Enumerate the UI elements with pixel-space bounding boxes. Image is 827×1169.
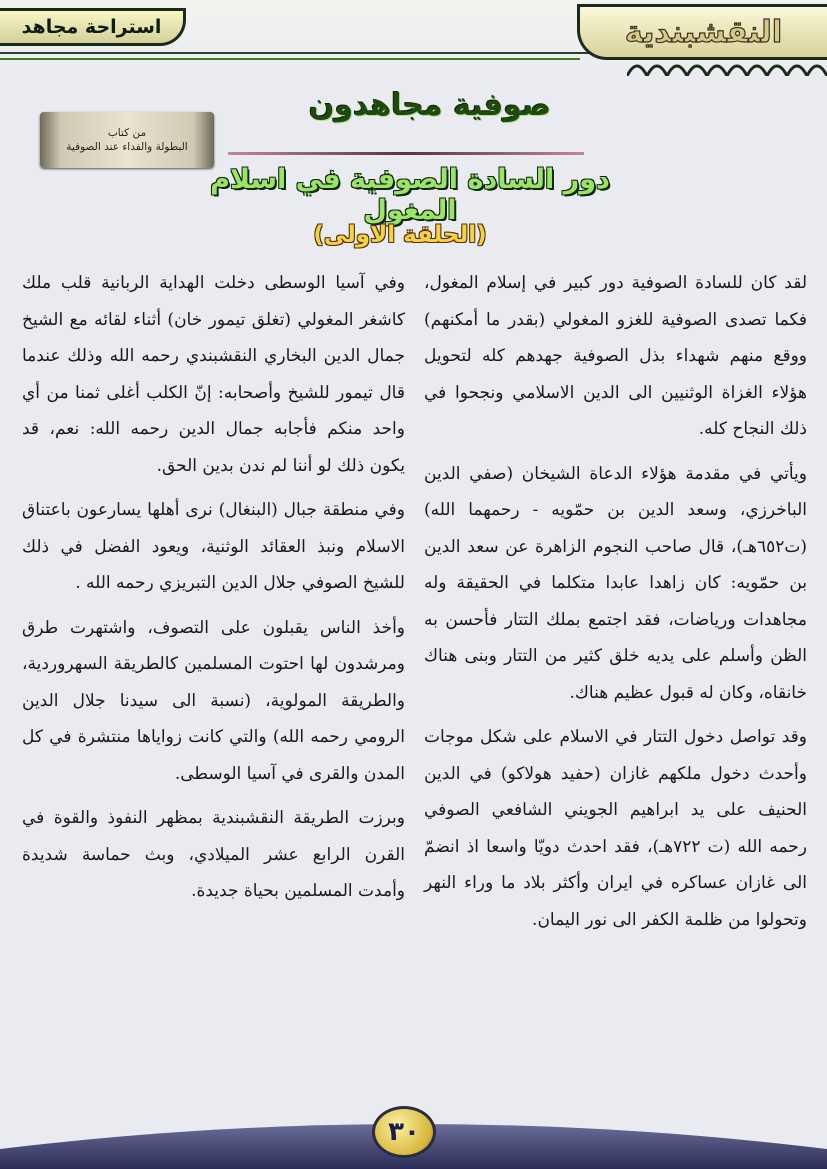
page-number: ٣٠ — [388, 1117, 420, 1147]
paragraph: لقد كان للسادة الصوفية دور كبير في إسلام المغول، فكما تصدى الصوفية للغزو المغولي (بقدر ما أمكنهم) ووقع منهم شهداء بذل الصوفية جهدهم كله لتحويل هؤلاء الغزاة الوثنيين الى الدين الاسلامي ونجحوا في ذلك النجاح كله. — [424, 273, 807, 439]
title-divider — [228, 152, 584, 155]
magazine-name: النقشبندية — [624, 14, 783, 50]
source-line-2: البطولة والفداء عند الصوفية — [66, 141, 188, 153]
paragraph: وفي منطقة جبال (البنغال) نرى أهلها يسارعون باعتناق الاسلام ونبذ العقائد الوثنية، ويعود الفضل في ذلك للشيخ الصوفي جلال الدين التبريزي رحمه الله . — [22, 500, 405, 593]
magazine-logo — [577, 4, 827, 60]
paragraph: وبرزت الطريقة النقشبندية بمظهر النفوذ والقوة في القرن الرابع عشر الميلادي، وبث حماسة شديدة وأمدت المسلمين بحياة جديدة. — [22, 808, 405, 901]
page-number-badge — [372, 1106, 436, 1158]
header-rule-green — [0, 58, 580, 60]
paragraph: وقد تواصل دخول التتار في الاسلام على شكل موجات وأحدث دخول ملكهم غازان (حفيد هولاكو) في الدين الحنيف على يد ابراهيم الجويني الشافعي الصوفي رحمه الله (ت ٧٢٢هـ)، فقد احدث دويّا واسعا اذ انضمّ الى غازان عساكره في ايران وأكثر بلاد ما وراء النهر وتحولوا من ظلمة الكفر الى نور اليمان. — [424, 727, 807, 930]
scallop-ornament — [627, 54, 827, 76]
paragraph: وفي آسيا الوسطى دخلت الهداية الربانية قلب ملك كاشغر المغولي (تغلق تيمور خان) أثناء لقائه مع الشيخ جمال الدين البخاري النقشبندي رحمه الله وذلك عندما قال تيمور للشيخ وأصحابه: إنّ الكلب أغلى ثمنا من أي واحد منكم فأجابه جمال الدين رحمه الله: نعم، قد يكون ذلك لو أننا لم ندن بدين الحق. — [22, 273, 405, 476]
section-tab — [0, 8, 186, 46]
article-subtitle: دور السادة الصوفية في اسلام المغول — [210, 164, 610, 226]
episode-label: (الحلقة الاولى) — [313, 222, 487, 248]
source-line-1: من كتاب — [107, 127, 147, 139]
paragraph: وأخذ الناس يقبلون على التصوف، واشتهرت طرق ومرشدون لها احتوت المسلمين كالطريقة السهروردية، والطريقة المولوية، (نسبة الى سيدنا جلال الدين الرومي رحمه الله) والتي كانت زواياها منتشرة في كل المدن والقرى في آسيا الوسطى. — [22, 617, 405, 784]
left-column — [22, 265, 405, 918]
paragraph: ويأتي في مقدمة هؤلاء الدعاة الشيخان (صفي الدين الباخرزي، وسعد الدين بن حمّويه - رحمهما الله) (ت٦٥٢هـ)، قال صاحب النجوم الزاهرة عن سعد الدين بن حمّويه: كان زاهدا عابدا متكلما في الحقيقة وله مجاهدات ورياضات، فقد اجتمع بملك التتار فأحسن به الظن وأسلم على يديه خلق كثير من التتار وبنى هناك خانقاه، وكان له قبول عظيم هناك. — [424, 463, 807, 703]
section-tab-label: استراحة مجاهد — [21, 16, 162, 38]
article-title: صوفية مجاهدون — [308, 88, 552, 123]
source-scroll — [40, 112, 214, 168]
right-column — [424, 265, 807, 946]
